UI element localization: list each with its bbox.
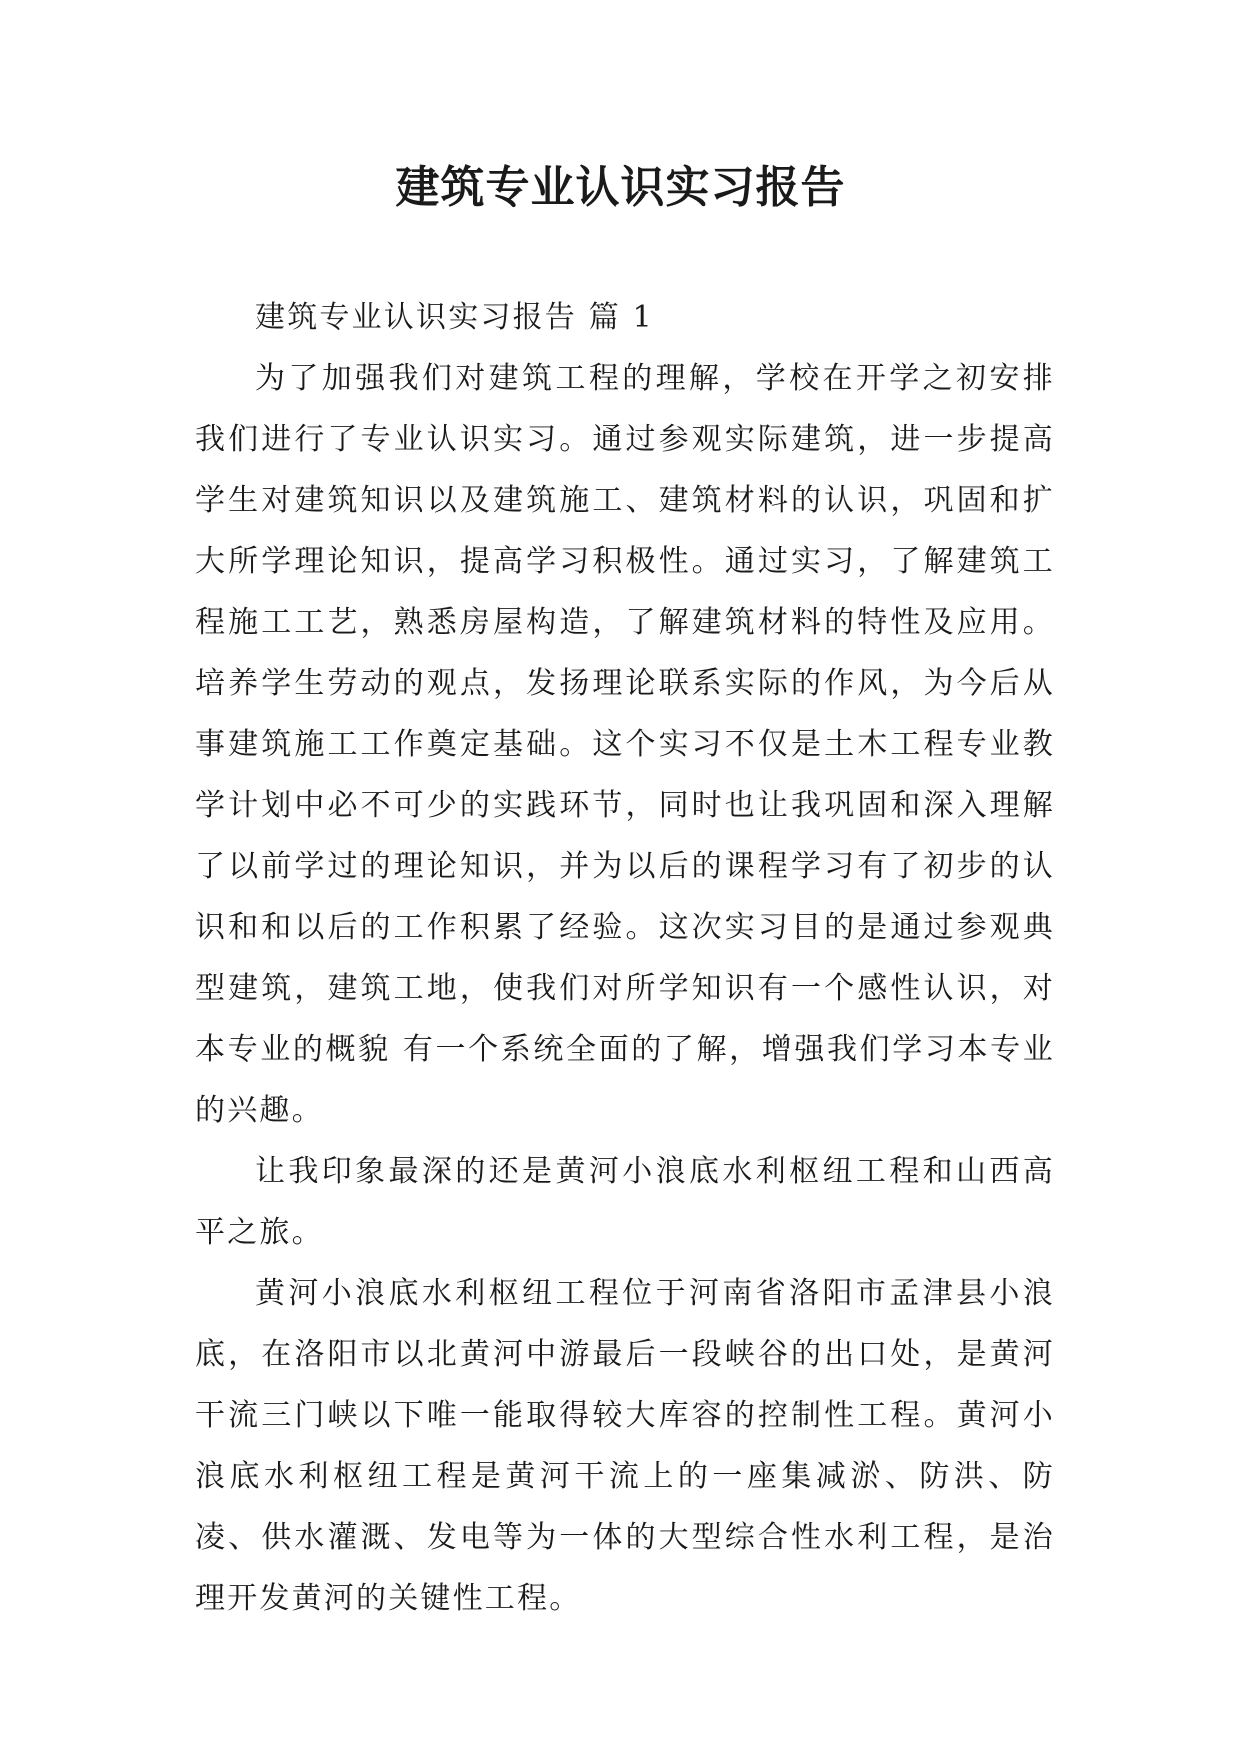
paragraph-2: 让我印象最深的还是黄河小浪底水利枢纽工程和山西高平之旅。 xyxy=(195,1154,1055,1250)
paragraph-1: 为了加强我们对建筑工程的理解，学校在开学之初安排我们进行了专业认识实习。通过参观实际建筑，进一步提高学生对建筑知识以及建筑施工、建筑材料的认识，巩固和扩大所学理论知识，提高学习积极性。通过实习，了解建筑工程施工工艺，熟悉房屋构造，了解建筑材料的特性及应用。培养学生劳动的观点，发扬理论联系实际的作风，为今后从事建筑施工工作奠定基础。这个实习不仅是土木工程专业教学计划中必不可少的实践环节，同时也让我巩固和深入理解了以前学过的理论知识，并为以后的课程学习有了初步的认识和和以后的工作积累了经验。这次实习目的是通过参观典型建筑，建筑工地，使我们对所学知识有一个感性认识，对本专业的概貌 有一个系统全面的了解，增强我们学习本专业的兴趣。 xyxy=(195,361,1055,1128)
document-title: 建筑专业认识实习报告 xyxy=(395,162,846,213)
paragraph-3: 黄河小浪底水利枢纽工程位于河南省洛阳市孟津县小浪底，在洛阳市以北黄河中游最后一段峡谷的出口处，是黄河干流三门峡以下唯一能取得较大库容的控制性工程。黄河小浪底水利枢纽工程是黄河干流上的一座集减淤、防洪、防凌、供水灌溉、发电等为一体的大型综合性水利工程，是治理开发黄河的关键性工程。 xyxy=(195,1276,1055,1616)
document-body xyxy=(195,287,1055,1629)
section-heading: 建筑专业认识实习报告 篇 1 xyxy=(255,300,654,335)
